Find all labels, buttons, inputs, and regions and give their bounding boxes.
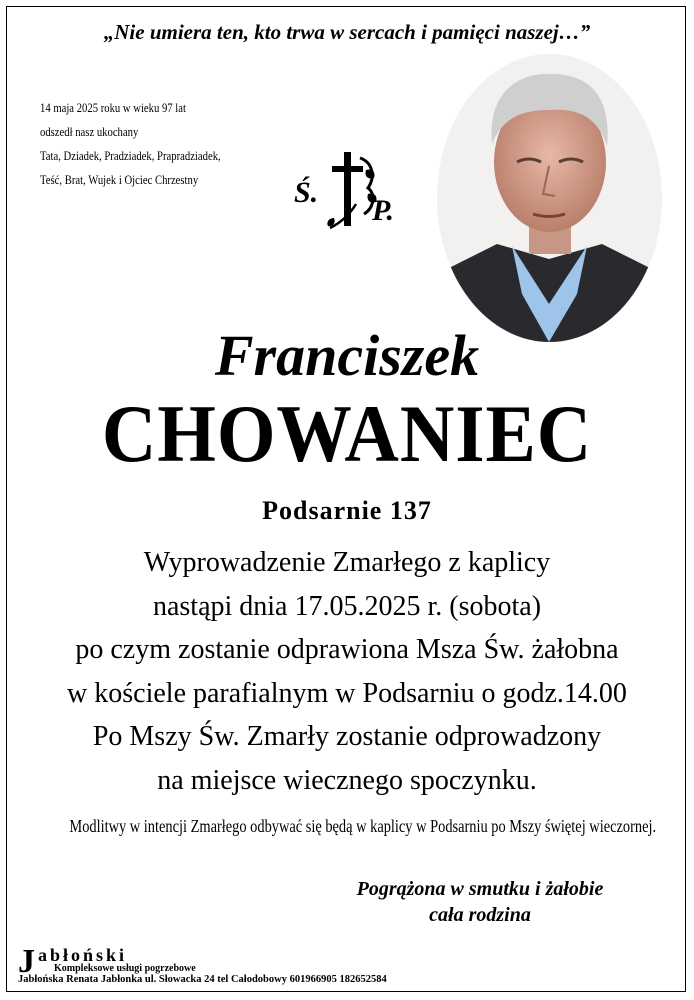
intro-line: odszedł nasz ukochany (40, 124, 139, 139)
sp-right-letters: P. (372, 194, 394, 227)
funeral-info-line: na miejsce wiecznego spoczynku. (157, 764, 537, 796)
portrait-photo (437, 54, 662, 342)
cross-with-flowers-icon (320, 148, 380, 240)
funeral-home-tagline: Kompleksowe usługi pogrzebowe (54, 963, 196, 974)
funeral-info-line: Wyprowadzenie Zmarłego z kaplicy (143, 547, 551, 578)
intro-line: 14 maja 2025 roku w wieku 97 lat (40, 100, 186, 115)
funeral-home-contact: Jabłońska Renata Jabłonka ul. Słowacka 24 tel Całodobowy 601966905 182652584 (18, 974, 387, 985)
memorial-quote: „Nie umiera ten, kto trwa w sercach i pamięci naszej…” (103, 20, 591, 44)
funeral-info-line: w kościele parafialnym w Podsarniu o godz.14.00 (67, 677, 627, 709)
last-name: CHOWANIEC (101, 388, 593, 479)
intro-text (40, 96, 221, 192)
sp-emblem (292, 148, 402, 240)
first-name: Franciszek (214, 323, 480, 388)
signature-line: Pogrążona w smutku i żałobie (356, 878, 604, 900)
funeral-info (0, 541, 694, 802)
funeral-home-initial: J (18, 943, 35, 980)
intro-line: Teść, Brat, Wujek i Ojciec Chrzestny (40, 172, 199, 187)
signature-line: cała rodzina (429, 904, 531, 926)
sp-left-letters: Ś. (294, 176, 319, 209)
portrait-illustration (437, 54, 662, 342)
funeral-info-line: Po Mszy Św. Zmarły zostanie odprowadzony (92, 721, 602, 752)
prayer-note: Modlitwy w intencji Zmarłego odbywać się będą w kaplicy w Podsarniu po Mszy świętej wieczornej. (69, 816, 657, 836)
funeral-info-line: po czym zostanie odprawiona Msza Św. żałobna (75, 634, 619, 665)
funeral-home-name: abłoński (38, 945, 128, 965)
funeral-info-line: nastąpi dnia 17.05.2025 r. (sobota) (152, 590, 542, 622)
deceased-address: Podsarnie 137 (262, 496, 432, 525)
intro-line: Tata, Dziadek, Pradziadek, Prapradziadek, (40, 148, 221, 163)
family-signature (310, 876, 650, 928)
